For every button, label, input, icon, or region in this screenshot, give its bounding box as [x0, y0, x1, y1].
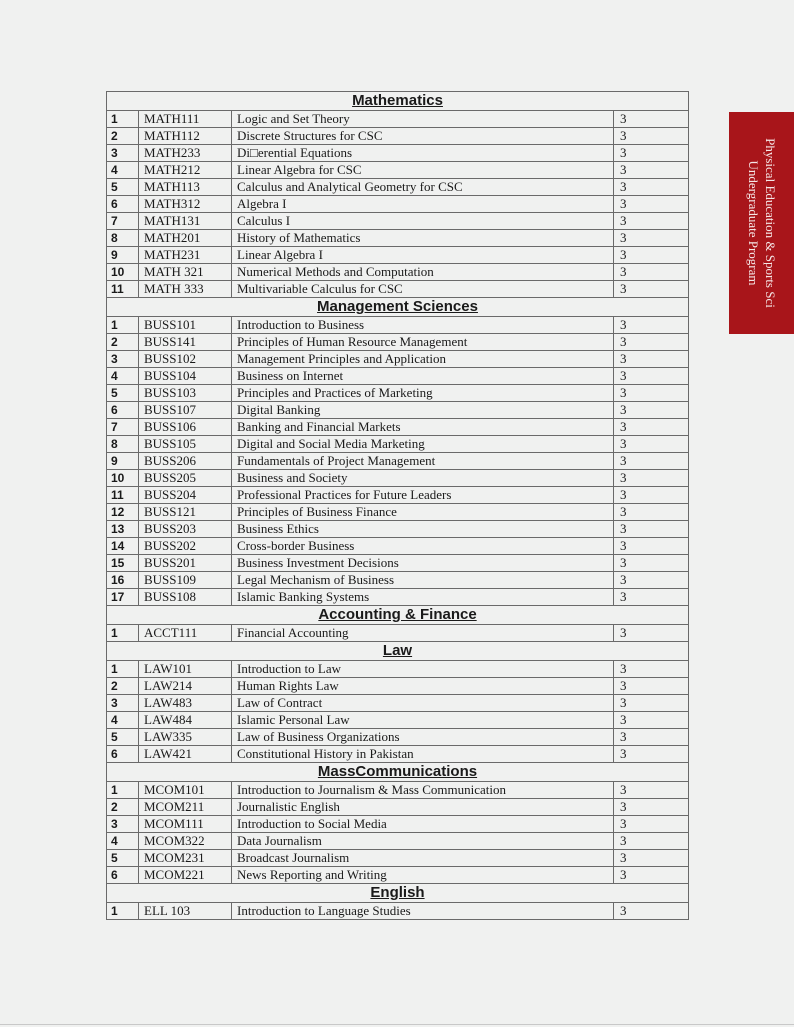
side-tab-text	[745, 118, 779, 328]
course-code: BUSS201	[139, 555, 232, 572]
course-credits: 3	[614, 419, 689, 436]
row-number: 2	[107, 799, 139, 816]
course-credits: 3	[614, 625, 689, 642]
course-code: MATH201	[139, 230, 232, 247]
course-credits: 3	[614, 729, 689, 746]
course-title: Legal Mechanism of Business	[232, 572, 614, 589]
course-code: ACCT111	[139, 625, 232, 642]
table-row	[107, 264, 689, 281]
table-row	[107, 487, 689, 504]
table-row	[107, 589, 689, 606]
course-title: News Reporting and Writing	[232, 867, 614, 884]
section-title: Accounting & Finance	[318, 606, 477, 623]
course-code: BUSS103	[139, 385, 232, 402]
table-row	[107, 351, 689, 368]
table-row	[107, 281, 689, 298]
course-code: MATH231	[139, 247, 232, 264]
table-row	[107, 555, 689, 572]
table-row	[107, 782, 689, 799]
row-number: 4	[107, 368, 139, 385]
row-number: 6	[107, 867, 139, 884]
course-credits: 3	[614, 816, 689, 833]
course-title: Cross-border Business	[232, 538, 614, 555]
course-title: Islamic Banking Systems	[232, 589, 614, 606]
course-credits: 3	[614, 453, 689, 470]
row-number: 6	[107, 746, 139, 763]
course-code: LAW421	[139, 746, 232, 763]
section-header-row	[107, 642, 689, 661]
course-code: MATH212	[139, 162, 232, 179]
row-number: 3	[107, 145, 139, 162]
course-credits: 3	[614, 264, 689, 281]
section-title: Law	[382, 642, 413, 659]
course-title: Calculus I	[232, 213, 614, 230]
side-tab-line-1: Physical Education & Sports Sci	[762, 138, 778, 308]
course-title: Introduction to Journalism & Mass Communication	[232, 782, 614, 799]
row-number: 4	[107, 712, 139, 729]
row-number: 10	[107, 264, 139, 281]
course-code: LAW214	[139, 678, 232, 695]
course-code: BUSS109	[139, 572, 232, 589]
table-row	[107, 385, 689, 402]
course-title: Fundamentals of Project Management	[232, 453, 614, 470]
section-header-row	[107, 92, 689, 111]
table-row	[107, 712, 689, 729]
course-credits: 3	[614, 746, 689, 763]
course-title: Linear Algebra for CSC	[232, 162, 614, 179]
table-row	[107, 179, 689, 196]
course-credits: 3	[614, 867, 689, 884]
table-row	[107, 695, 689, 712]
table-row	[107, 504, 689, 521]
row-number: 11	[107, 281, 139, 298]
course-title: Financial Accounting	[232, 625, 614, 642]
table-row	[107, 661, 689, 678]
course-code: BUSS141	[139, 334, 232, 351]
row-number: 8	[107, 230, 139, 247]
course-title: Banking and Financial Markets	[232, 419, 614, 436]
course-title: Professional Practices for Future Leaders	[232, 487, 614, 504]
table-row	[107, 111, 689, 128]
course-code: MATH131	[139, 213, 232, 230]
row-number: 1	[107, 111, 139, 128]
course-title: Broadcast Journalism	[232, 850, 614, 867]
course-title: Management Principles and Application	[232, 351, 614, 368]
course-credits: 3	[614, 850, 689, 867]
course-code: MCOM211	[139, 799, 232, 816]
course-title: Business and Society	[232, 470, 614, 487]
table-row	[107, 867, 689, 884]
course-credits: 3	[614, 334, 689, 351]
row-number: 1	[107, 625, 139, 642]
course-code: MATH 333	[139, 281, 232, 298]
row-number: 11	[107, 487, 139, 504]
course-credits: 3	[614, 695, 689, 712]
section-header-cell	[107, 92, 689, 111]
course-code: MCOM322	[139, 833, 232, 850]
course-credits: 3	[614, 317, 689, 334]
table-row	[107, 903, 689, 920]
course-title: Law of Business Organizations	[232, 729, 614, 746]
course-title: Business Ethics	[232, 521, 614, 538]
course-credits: 3	[614, 213, 689, 230]
course-title: Islamic Personal Law	[232, 712, 614, 729]
course-title: Principles of Business Finance	[232, 504, 614, 521]
section-header-row	[107, 606, 689, 625]
course-title: Data Journalism	[232, 833, 614, 850]
course-credits: 3	[614, 555, 689, 572]
section-header-cell	[107, 606, 689, 625]
courses-table	[106, 91, 689, 920]
course-title: Introduction to Law	[232, 661, 614, 678]
course-code: BUSS205	[139, 470, 232, 487]
course-code: LAW101	[139, 661, 232, 678]
course-code: MCOM231	[139, 850, 232, 867]
section-header-cell	[107, 763, 689, 782]
course-credits: 3	[614, 247, 689, 264]
course-title: Digital and Social Media Marketing	[232, 436, 614, 453]
table-row	[107, 678, 689, 695]
course-title: Calculus and Analytical Geometry for CSC	[232, 179, 614, 196]
course-credits: 3	[614, 281, 689, 298]
table-row	[107, 145, 689, 162]
row-number: 5	[107, 729, 139, 746]
course-title: Introduction to Language Studies	[232, 903, 614, 920]
table-row	[107, 213, 689, 230]
course-code: BUSS108	[139, 589, 232, 606]
course-credits: 3	[614, 145, 689, 162]
course-code: MATH 321	[139, 264, 232, 281]
row-number: 5	[107, 179, 139, 196]
table-row	[107, 247, 689, 264]
course-code: MATH312	[139, 196, 232, 213]
row-number: 3	[107, 695, 139, 712]
table-row	[107, 402, 689, 419]
course-code: ELL 103	[139, 903, 232, 920]
course-title: Numerical Methods and Computation	[232, 264, 614, 281]
table-row	[107, 128, 689, 145]
section-title: Management Sciences	[317, 298, 478, 315]
table-row	[107, 334, 689, 351]
row-number: 1	[107, 317, 139, 334]
row-number: 2	[107, 128, 139, 145]
course-title: Introduction to Social Media	[232, 816, 614, 833]
table-row	[107, 729, 689, 746]
course-code: MATH112	[139, 128, 232, 145]
course-title: Business on Internet	[232, 368, 614, 385]
course-title: Multivariable Calculus for CSC	[232, 281, 614, 298]
course-code: LAW483	[139, 695, 232, 712]
row-number: 10	[107, 470, 139, 487]
row-number: 4	[107, 833, 139, 850]
row-number: 5	[107, 385, 139, 402]
row-number: 9	[107, 453, 139, 470]
course-code: MATH113	[139, 179, 232, 196]
section-header-cell	[107, 642, 689, 661]
table-row	[107, 419, 689, 436]
row-number: 16	[107, 572, 139, 589]
section-header-row	[107, 763, 689, 782]
table-row	[107, 538, 689, 555]
course-credits: 3	[614, 385, 689, 402]
row-number: 7	[107, 419, 139, 436]
row-number: 9	[107, 247, 139, 264]
course-title: Principles of Human Resource Management	[232, 334, 614, 351]
course-title: Digital Banking	[232, 402, 614, 419]
course-code: BUSS107	[139, 402, 232, 419]
course-code: LAW484	[139, 712, 232, 729]
row-number: 5	[107, 850, 139, 867]
table-row	[107, 162, 689, 179]
course-code: MATH111	[139, 111, 232, 128]
table-row	[107, 368, 689, 385]
row-number: 2	[107, 678, 139, 695]
course-code: BUSS106	[139, 419, 232, 436]
course-credits: 3	[614, 111, 689, 128]
course-code: BUSS105	[139, 436, 232, 453]
section-header-row	[107, 298, 689, 317]
course-code: MCOM221	[139, 867, 232, 884]
table-row	[107, 850, 689, 867]
course-credits: 3	[614, 436, 689, 453]
course-credits: 3	[614, 470, 689, 487]
row-number: 13	[107, 521, 139, 538]
course-code: MCOM111	[139, 816, 232, 833]
table-row	[107, 470, 689, 487]
row-number: 7	[107, 213, 139, 230]
course-credits: 3	[614, 712, 689, 729]
table-row	[107, 833, 689, 850]
courses-table-body	[107, 92, 689, 920]
course-credits: 3	[614, 589, 689, 606]
course-title: Law of Contract	[232, 695, 614, 712]
row-number: 1	[107, 903, 139, 920]
row-number: 12	[107, 504, 139, 521]
course-credits: 3	[614, 128, 689, 145]
course-code: BUSS206	[139, 453, 232, 470]
course-code: BUSS203	[139, 521, 232, 538]
table-row	[107, 572, 689, 589]
course-title: Linear Algebra I	[232, 247, 614, 264]
row-number: 8	[107, 436, 139, 453]
course-credits: 3	[614, 833, 689, 850]
course-credits: 3	[614, 196, 689, 213]
course-code: LAW335	[139, 729, 232, 746]
course-title: Human Rights Law	[232, 678, 614, 695]
course-title: Algebra I	[232, 196, 614, 213]
section-header-row	[107, 884, 689, 903]
course-credits: 3	[614, 351, 689, 368]
course-credits: 3	[614, 521, 689, 538]
table-row	[107, 521, 689, 538]
course-code: BUSS102	[139, 351, 232, 368]
course-title: Discrete Structures for CSC	[232, 128, 614, 145]
course-credits: 3	[614, 782, 689, 799]
course-title: Business Investment Decisions	[232, 555, 614, 572]
course-code: BUSS204	[139, 487, 232, 504]
course-credits: 3	[614, 799, 689, 816]
course-credits: 3	[614, 487, 689, 504]
table-row	[107, 436, 689, 453]
course-title: Introduction to Business	[232, 317, 614, 334]
row-number: 3	[107, 351, 139, 368]
course-title: Principles and Practices of Marketing	[232, 385, 614, 402]
course-code: BUSS104	[139, 368, 232, 385]
side-tab-line-2: Undergraduate Program	[745, 160, 761, 286]
section-header-cell	[107, 884, 689, 903]
course-credits: 3	[614, 903, 689, 920]
course-code: BUSS101	[139, 317, 232, 334]
table-row	[107, 799, 689, 816]
side-tab	[729, 112, 794, 334]
course-title: Di□erential Equations	[232, 145, 614, 162]
table-row	[107, 816, 689, 833]
course-credits: 3	[614, 179, 689, 196]
course-title: History of Mathematics	[232, 230, 614, 247]
row-number: 15	[107, 555, 139, 572]
course-code: MCOM101	[139, 782, 232, 799]
course-credits: 3	[614, 538, 689, 555]
table-row	[107, 625, 689, 642]
course-code: BUSS121	[139, 504, 232, 521]
section-title: English	[370, 884, 425, 901]
row-number: 2	[107, 334, 139, 351]
section-title: MassCommunications	[317, 763, 478, 780]
table-row	[107, 317, 689, 334]
table-row	[107, 196, 689, 213]
course-credits: 3	[614, 402, 689, 419]
course-credits: 3	[614, 230, 689, 247]
course-code: BUSS202	[139, 538, 232, 555]
table-row	[107, 746, 689, 763]
row-number: 3	[107, 816, 139, 833]
course-credits: 3	[614, 504, 689, 521]
table-row	[107, 453, 689, 470]
row-number: 1	[107, 782, 139, 799]
row-number: 6	[107, 196, 139, 213]
row-number: 6	[107, 402, 139, 419]
course-credits: 3	[614, 661, 689, 678]
table-row	[107, 230, 689, 247]
row-number: 4	[107, 162, 139, 179]
section-title: Mathematics	[352, 92, 443, 109]
course-credits: 3	[614, 162, 689, 179]
page-bottom-divider	[0, 1024, 794, 1025]
course-credits: 3	[614, 678, 689, 695]
section-header-cell	[107, 298, 689, 317]
course-credits: 3	[614, 368, 689, 385]
row-number: 17	[107, 589, 139, 606]
course-code: MATH233	[139, 145, 232, 162]
course-title: Logic and Set Theory	[232, 111, 614, 128]
row-number: 14	[107, 538, 139, 555]
course-credits: 3	[614, 572, 689, 589]
course-title: Constitutional History in Pakistan	[232, 746, 614, 763]
course-title: Journalistic English	[232, 799, 614, 816]
row-number: 1	[107, 661, 139, 678]
